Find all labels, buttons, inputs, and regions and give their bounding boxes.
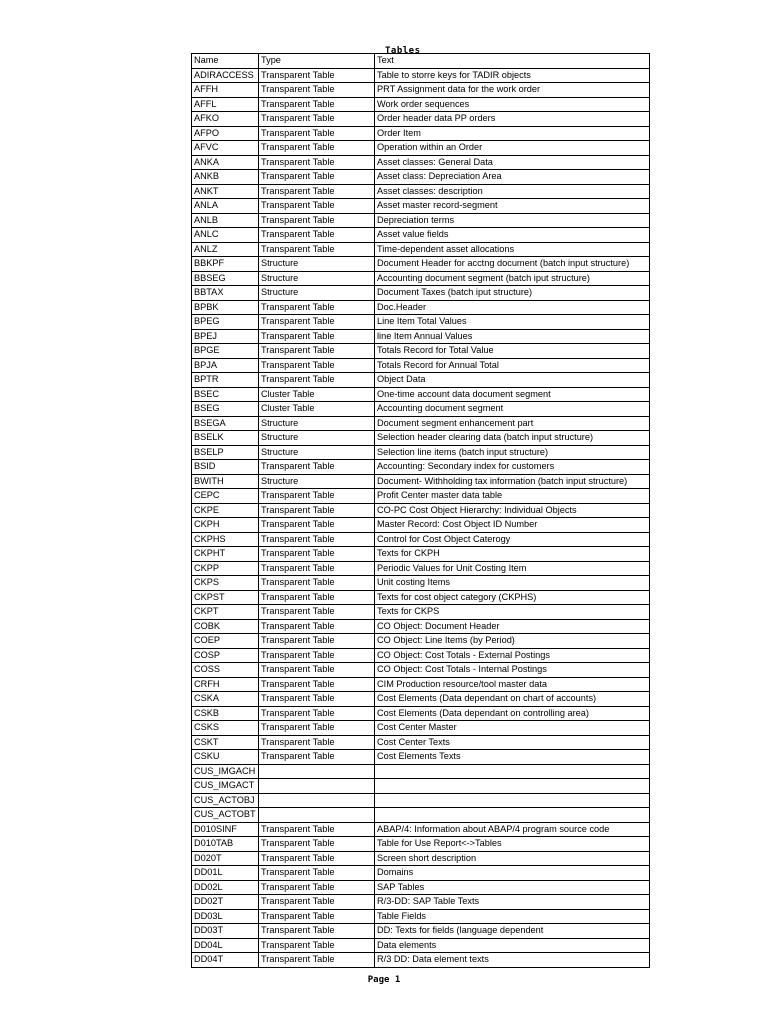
cell-text: Doc.Header bbox=[375, 300, 650, 315]
cell-type: Transparent Table bbox=[259, 242, 375, 257]
cell-type: Transparent Table bbox=[259, 83, 375, 98]
sheet-title: Tables bbox=[385, 46, 421, 56]
table-body bbox=[192, 54, 650, 968]
table-row bbox=[192, 764, 650, 779]
cell-type: Transparent Table bbox=[259, 605, 375, 620]
table-row bbox=[192, 938, 650, 953]
table-row bbox=[192, 141, 650, 156]
cell-text: Selection line items (batch input structure) bbox=[375, 445, 650, 460]
cell-name: CKPE bbox=[192, 503, 259, 518]
cell-type: Transparent Table bbox=[259, 677, 375, 692]
cell-text: Object Data bbox=[375, 373, 650, 388]
cell-name: BPJA bbox=[192, 358, 259, 373]
table-row bbox=[192, 184, 650, 199]
cell-text: Texts for CKPS bbox=[375, 605, 650, 620]
cell-text: Texts for cost object category (CKPHS) bbox=[375, 590, 650, 605]
cell-text: CO Object: Line Items (by Period) bbox=[375, 634, 650, 649]
table-row bbox=[192, 445, 650, 460]
table-row bbox=[192, 474, 650, 489]
cell-type: Transparent Table bbox=[259, 938, 375, 953]
cell-text: Texts for CKPH bbox=[375, 547, 650, 562]
cell-text: R/3 DD: Data element texts bbox=[375, 953, 650, 968]
cell-name: CKPS bbox=[192, 576, 259, 591]
table-row bbox=[192, 112, 650, 127]
table-row bbox=[192, 793, 650, 808]
cell-name: AFFL bbox=[192, 97, 259, 112]
cell-text: Cost Center Master bbox=[375, 721, 650, 736]
header-text: Text bbox=[375, 54, 650, 69]
table-row bbox=[192, 489, 650, 504]
cell-type bbox=[259, 808, 375, 823]
cell-text: Cost Elements (Data dependant on controlling area) bbox=[375, 706, 650, 721]
cell-name: BSELK bbox=[192, 431, 259, 446]
cell-type: Transparent Table bbox=[259, 924, 375, 939]
cell-text: Order header data PP orders bbox=[375, 112, 650, 127]
cell-name: COEP bbox=[192, 634, 259, 649]
cell-name: DD03T bbox=[192, 924, 259, 939]
table-row bbox=[192, 590, 650, 605]
cell-name: CUS_ACTOBT bbox=[192, 808, 259, 823]
table-row bbox=[192, 663, 650, 678]
table-row bbox=[192, 648, 650, 663]
cell-name: AFPO bbox=[192, 126, 259, 141]
cell-text: Work order sequences bbox=[375, 97, 650, 112]
table-row bbox=[192, 199, 650, 214]
cell-text: Cost Elements (Data dependant on chart of accounts) bbox=[375, 692, 650, 707]
cell-text: Document segment enhancement part bbox=[375, 416, 650, 431]
cell-type: Transparent Table bbox=[259, 184, 375, 199]
table-row bbox=[192, 126, 650, 141]
cell-text: CO-PC Cost Object Hierarchy: Individual Objects bbox=[375, 503, 650, 518]
cell-type: Transparent Table bbox=[259, 199, 375, 214]
cell-name: CUS_ACTOBJ bbox=[192, 793, 259, 808]
cell-text: Document Header for acctng document (batch input structure) bbox=[375, 257, 650, 272]
cell-name: AFFH bbox=[192, 83, 259, 98]
cell-type: Transparent Table bbox=[259, 561, 375, 576]
table-row bbox=[192, 344, 650, 359]
header-type: Type bbox=[259, 54, 375, 69]
cell-name: COBK bbox=[192, 619, 259, 634]
cell-type: Transparent Table bbox=[259, 706, 375, 721]
cell-type: Structure bbox=[259, 445, 375, 460]
cell-text: Domains bbox=[375, 866, 650, 881]
cell-name: BSEG bbox=[192, 402, 259, 417]
cell-name: CRFH bbox=[192, 677, 259, 692]
header-name: Name bbox=[192, 54, 259, 69]
cell-type: Transparent Table bbox=[259, 170, 375, 185]
cell-name: D010TAB bbox=[192, 837, 259, 852]
table-row bbox=[192, 953, 650, 968]
cell-name: ADIRACCESS bbox=[192, 68, 259, 83]
cell-text: Line Item Total Values bbox=[375, 315, 650, 330]
cell-text: Asset class: Depreciation Area bbox=[375, 170, 650, 185]
table-row bbox=[192, 561, 650, 576]
cell-name: COSP bbox=[192, 648, 259, 663]
cell-type: Transparent Table bbox=[259, 358, 375, 373]
cell-type: Structure bbox=[259, 286, 375, 301]
table-row bbox=[192, 895, 650, 910]
cell-type: Transparent Table bbox=[259, 590, 375, 605]
cell-text: Accounting document segment bbox=[375, 402, 650, 417]
cell-name: BBSEG bbox=[192, 271, 259, 286]
cell-text: Document- Withholding tax information (batch input structure) bbox=[375, 474, 650, 489]
cell-name: ANLB bbox=[192, 213, 259, 228]
table-row bbox=[192, 532, 650, 547]
cell-type: Transparent Table bbox=[259, 576, 375, 591]
cell-text: Totals Record for Total Value bbox=[375, 344, 650, 359]
cell-text: PRT Assignment data for the work order bbox=[375, 83, 650, 98]
cell-name: AFVC bbox=[192, 141, 259, 156]
cell-type: Transparent Table bbox=[259, 953, 375, 968]
table-row bbox=[192, 851, 650, 866]
cell-name: DD04T bbox=[192, 953, 259, 968]
cell-type: Transparent Table bbox=[259, 547, 375, 562]
cell-type: Transparent Table bbox=[259, 851, 375, 866]
table-row bbox=[192, 924, 650, 939]
cell-type: Transparent Table bbox=[259, 228, 375, 243]
cell-text: Asset classes: description bbox=[375, 184, 650, 199]
cell-text: Selection header clearing data (batch input structure) bbox=[375, 431, 650, 446]
cell-type: Transparent Table bbox=[259, 880, 375, 895]
table-row bbox=[192, 213, 650, 228]
table-row bbox=[192, 83, 650, 98]
cell-type: Transparent Table bbox=[259, 837, 375, 852]
cell-text: Control for Cost Object Caterogy bbox=[375, 532, 650, 547]
cell-name: DD02L bbox=[192, 880, 259, 895]
table-row bbox=[192, 416, 650, 431]
cell-name: BBKPF bbox=[192, 257, 259, 272]
cell-text: Document Taxes (batch iput structure) bbox=[375, 286, 650, 301]
cell-text: Asset classes: General Data bbox=[375, 155, 650, 170]
cell-name: CEPC bbox=[192, 489, 259, 504]
cell-type: Transparent Table bbox=[259, 909, 375, 924]
cell-type: Transparent Table bbox=[259, 329, 375, 344]
cell-name: BPGE bbox=[192, 344, 259, 359]
cell-type: Transparent Table bbox=[259, 692, 375, 707]
cell-type: Transparent Table bbox=[259, 822, 375, 837]
cell-text: R/3-DD: SAP Table Texts bbox=[375, 895, 650, 910]
cell-name: ANKT bbox=[192, 184, 259, 199]
cell-type: Transparent Table bbox=[259, 866, 375, 881]
table-row bbox=[192, 576, 650, 591]
cell-name: CUS_IMGACH bbox=[192, 764, 259, 779]
table-row bbox=[192, 387, 650, 402]
table-row bbox=[192, 68, 650, 83]
table-row bbox=[192, 431, 650, 446]
cell-text: CO Object: Cost Totals - External Postings bbox=[375, 648, 650, 663]
cell-text: Table for Use Report<->Tables bbox=[375, 837, 650, 852]
cell-name: BPEG bbox=[192, 315, 259, 330]
cell-text: Order Item bbox=[375, 126, 650, 141]
cell-text: Master Record: Cost Object ID Number bbox=[375, 518, 650, 533]
cell-text: Table to storre keys for TADIR objects bbox=[375, 68, 650, 83]
table-row bbox=[192, 228, 650, 243]
table-row bbox=[192, 547, 650, 562]
table-row bbox=[192, 402, 650, 417]
cell-type: Structure bbox=[259, 431, 375, 446]
cell-name: DD02T bbox=[192, 895, 259, 910]
cell-type: Transparent Table bbox=[259, 518, 375, 533]
cell-type: Transparent Table bbox=[259, 489, 375, 504]
cell-name: D010SINF bbox=[192, 822, 259, 837]
cell-text: Periodic Values for Unit Costing Item bbox=[375, 561, 650, 576]
cell-text bbox=[375, 764, 650, 779]
cell-name: CKPHT bbox=[192, 547, 259, 562]
cell-text: Table Fields bbox=[375, 909, 650, 924]
cell-type: Transparent Table bbox=[259, 141, 375, 156]
cell-name: ANKB bbox=[192, 170, 259, 185]
cell-type: Transparent Table bbox=[259, 344, 375, 359]
cell-type: Transparent Table bbox=[259, 735, 375, 750]
table-row bbox=[192, 503, 650, 518]
cell-name: CUS_IMGACT bbox=[192, 779, 259, 794]
cell-type: Structure bbox=[259, 416, 375, 431]
tables-list bbox=[191, 53, 650, 968]
table-row bbox=[192, 170, 650, 185]
table-row bbox=[192, 808, 650, 823]
table-row bbox=[192, 460, 650, 475]
cell-name: BSEC bbox=[192, 387, 259, 402]
cell-type: Transparent Table bbox=[259, 619, 375, 634]
cell-name: BBTAX bbox=[192, 286, 259, 301]
table-row bbox=[192, 866, 650, 881]
cell-name: COSS bbox=[192, 663, 259, 678]
cell-text: CO Object: Document Header bbox=[375, 619, 650, 634]
cell-type: Transparent Table bbox=[259, 112, 375, 127]
cell-name: BSID bbox=[192, 460, 259, 475]
table-row bbox=[192, 300, 650, 315]
table-row bbox=[192, 880, 650, 895]
cell-type: Transparent Table bbox=[259, 634, 375, 649]
table-row bbox=[192, 822, 650, 837]
cell-name: BPBK bbox=[192, 300, 259, 315]
cell-name: CKPST bbox=[192, 590, 259, 605]
cell-text: Totals Record for Annual Total bbox=[375, 358, 650, 373]
cell-name: BSEGA bbox=[192, 416, 259, 431]
cell-type: Transparent Table bbox=[259, 663, 375, 678]
cell-name: CKPHS bbox=[192, 532, 259, 547]
table-row bbox=[192, 271, 650, 286]
cell-text: Accounting: Secondary index for customers bbox=[375, 460, 650, 475]
table-row bbox=[192, 735, 650, 750]
table-row bbox=[192, 97, 650, 112]
table-row bbox=[192, 518, 650, 533]
cell-type: Transparent Table bbox=[259, 532, 375, 547]
table-row bbox=[192, 706, 650, 721]
table-row bbox=[192, 750, 650, 765]
cell-text: SAP Tables bbox=[375, 880, 650, 895]
cell-name: ANKA bbox=[192, 155, 259, 170]
table-row bbox=[192, 373, 650, 388]
cell-text: Cost Center Texts bbox=[375, 735, 650, 750]
cell-name: DD01L bbox=[192, 866, 259, 881]
header-row bbox=[192, 54, 650, 69]
table-row bbox=[192, 257, 650, 272]
table-row bbox=[192, 634, 650, 649]
cell-text: line Item Annual Values bbox=[375, 329, 650, 344]
cell-type: Transparent Table bbox=[259, 213, 375, 228]
table-row bbox=[192, 837, 650, 852]
table-row bbox=[192, 329, 650, 344]
table-row bbox=[192, 605, 650, 620]
cell-type: Transparent Table bbox=[259, 648, 375, 663]
cell-type: Transparent Table bbox=[259, 300, 375, 315]
cell-text: Operation within an Order bbox=[375, 141, 650, 156]
cell-type: Transparent Table bbox=[259, 68, 375, 83]
cell-name: CKPT bbox=[192, 605, 259, 620]
cell-text: Asset value fields bbox=[375, 228, 650, 243]
cell-text: CO Object: Cost Totals - Internal Postings bbox=[375, 663, 650, 678]
cell-name: DD04L bbox=[192, 938, 259, 953]
cell-name: DD03L bbox=[192, 909, 259, 924]
cell-type: Transparent Table bbox=[259, 460, 375, 475]
cell-type: Structure bbox=[259, 474, 375, 489]
cell-text bbox=[375, 808, 650, 823]
cell-text: Screen short description bbox=[375, 851, 650, 866]
cell-name: CSKS bbox=[192, 721, 259, 736]
cell-type: Transparent Table bbox=[259, 155, 375, 170]
cell-name: CSKU bbox=[192, 750, 259, 765]
cell-text: Profit Center master data table bbox=[375, 489, 650, 504]
cell-type: Cluster Table bbox=[259, 402, 375, 417]
cell-text: Time-dependent asset allocations bbox=[375, 242, 650, 257]
table-row bbox=[192, 242, 650, 257]
cell-text: Accounting document segment (batch iput structure) bbox=[375, 271, 650, 286]
cell-type: Structure bbox=[259, 271, 375, 286]
cell-name: BWITH bbox=[192, 474, 259, 489]
table-row bbox=[192, 692, 650, 707]
cell-text: Cost Elements Texts bbox=[375, 750, 650, 765]
cell-name: CSKT bbox=[192, 735, 259, 750]
cell-type: Transparent Table bbox=[259, 373, 375, 388]
table-row bbox=[192, 721, 650, 736]
cell-name: CSKB bbox=[192, 706, 259, 721]
table-row bbox=[192, 286, 650, 301]
cell-text: DD: Texts for fields (language dependent bbox=[375, 924, 650, 939]
cell-type bbox=[259, 779, 375, 794]
cell-text: Data elements bbox=[375, 938, 650, 953]
cell-name: BPEJ bbox=[192, 329, 259, 344]
cell-type: Transparent Table bbox=[259, 895, 375, 910]
cell-type: Transparent Table bbox=[259, 126, 375, 141]
cell-type: Transparent Table bbox=[259, 97, 375, 112]
cell-text: Depreciation terms bbox=[375, 213, 650, 228]
cell-name: ANLA bbox=[192, 199, 259, 214]
table-row bbox=[192, 358, 650, 373]
cell-text bbox=[375, 793, 650, 808]
cell-name: ANLZ bbox=[192, 242, 259, 257]
cell-name: ANLC bbox=[192, 228, 259, 243]
cell-name: AFKO bbox=[192, 112, 259, 127]
cell-text bbox=[375, 779, 650, 794]
cell-text: One-time account data document segment bbox=[375, 387, 650, 402]
cell-type: Structure bbox=[259, 257, 375, 272]
cell-name: BPTR bbox=[192, 373, 259, 388]
cell-name: BSELP bbox=[192, 445, 259, 460]
table-row bbox=[192, 677, 650, 692]
cell-name: CKPH bbox=[192, 518, 259, 533]
cell-name: CKPP bbox=[192, 561, 259, 576]
cell-type: Transparent Table bbox=[259, 315, 375, 330]
cell-type: Transparent Table bbox=[259, 721, 375, 736]
cell-text: Asset master record-segment bbox=[375, 199, 650, 214]
table-row bbox=[192, 909, 650, 924]
cell-text: CIM Production resource/tool master data bbox=[375, 677, 650, 692]
cell-name: D020T bbox=[192, 851, 259, 866]
table-row bbox=[192, 779, 650, 794]
cell-text: ABAP/4: Information about ABAP/4 program source code bbox=[375, 822, 650, 837]
cell-type: Transparent Table bbox=[259, 503, 375, 518]
cell-type bbox=[259, 764, 375, 779]
page-number: Page 1 bbox=[367, 975, 401, 985]
table-row bbox=[192, 155, 650, 170]
cell-type bbox=[259, 793, 375, 808]
table-row bbox=[192, 315, 650, 330]
cell-name: CSKA bbox=[192, 692, 259, 707]
cell-type: Cluster Table bbox=[259, 387, 375, 402]
cell-type: Transparent Table bbox=[259, 750, 375, 765]
table-row bbox=[192, 619, 650, 634]
cell-text: Unit costing Items bbox=[375, 576, 650, 591]
